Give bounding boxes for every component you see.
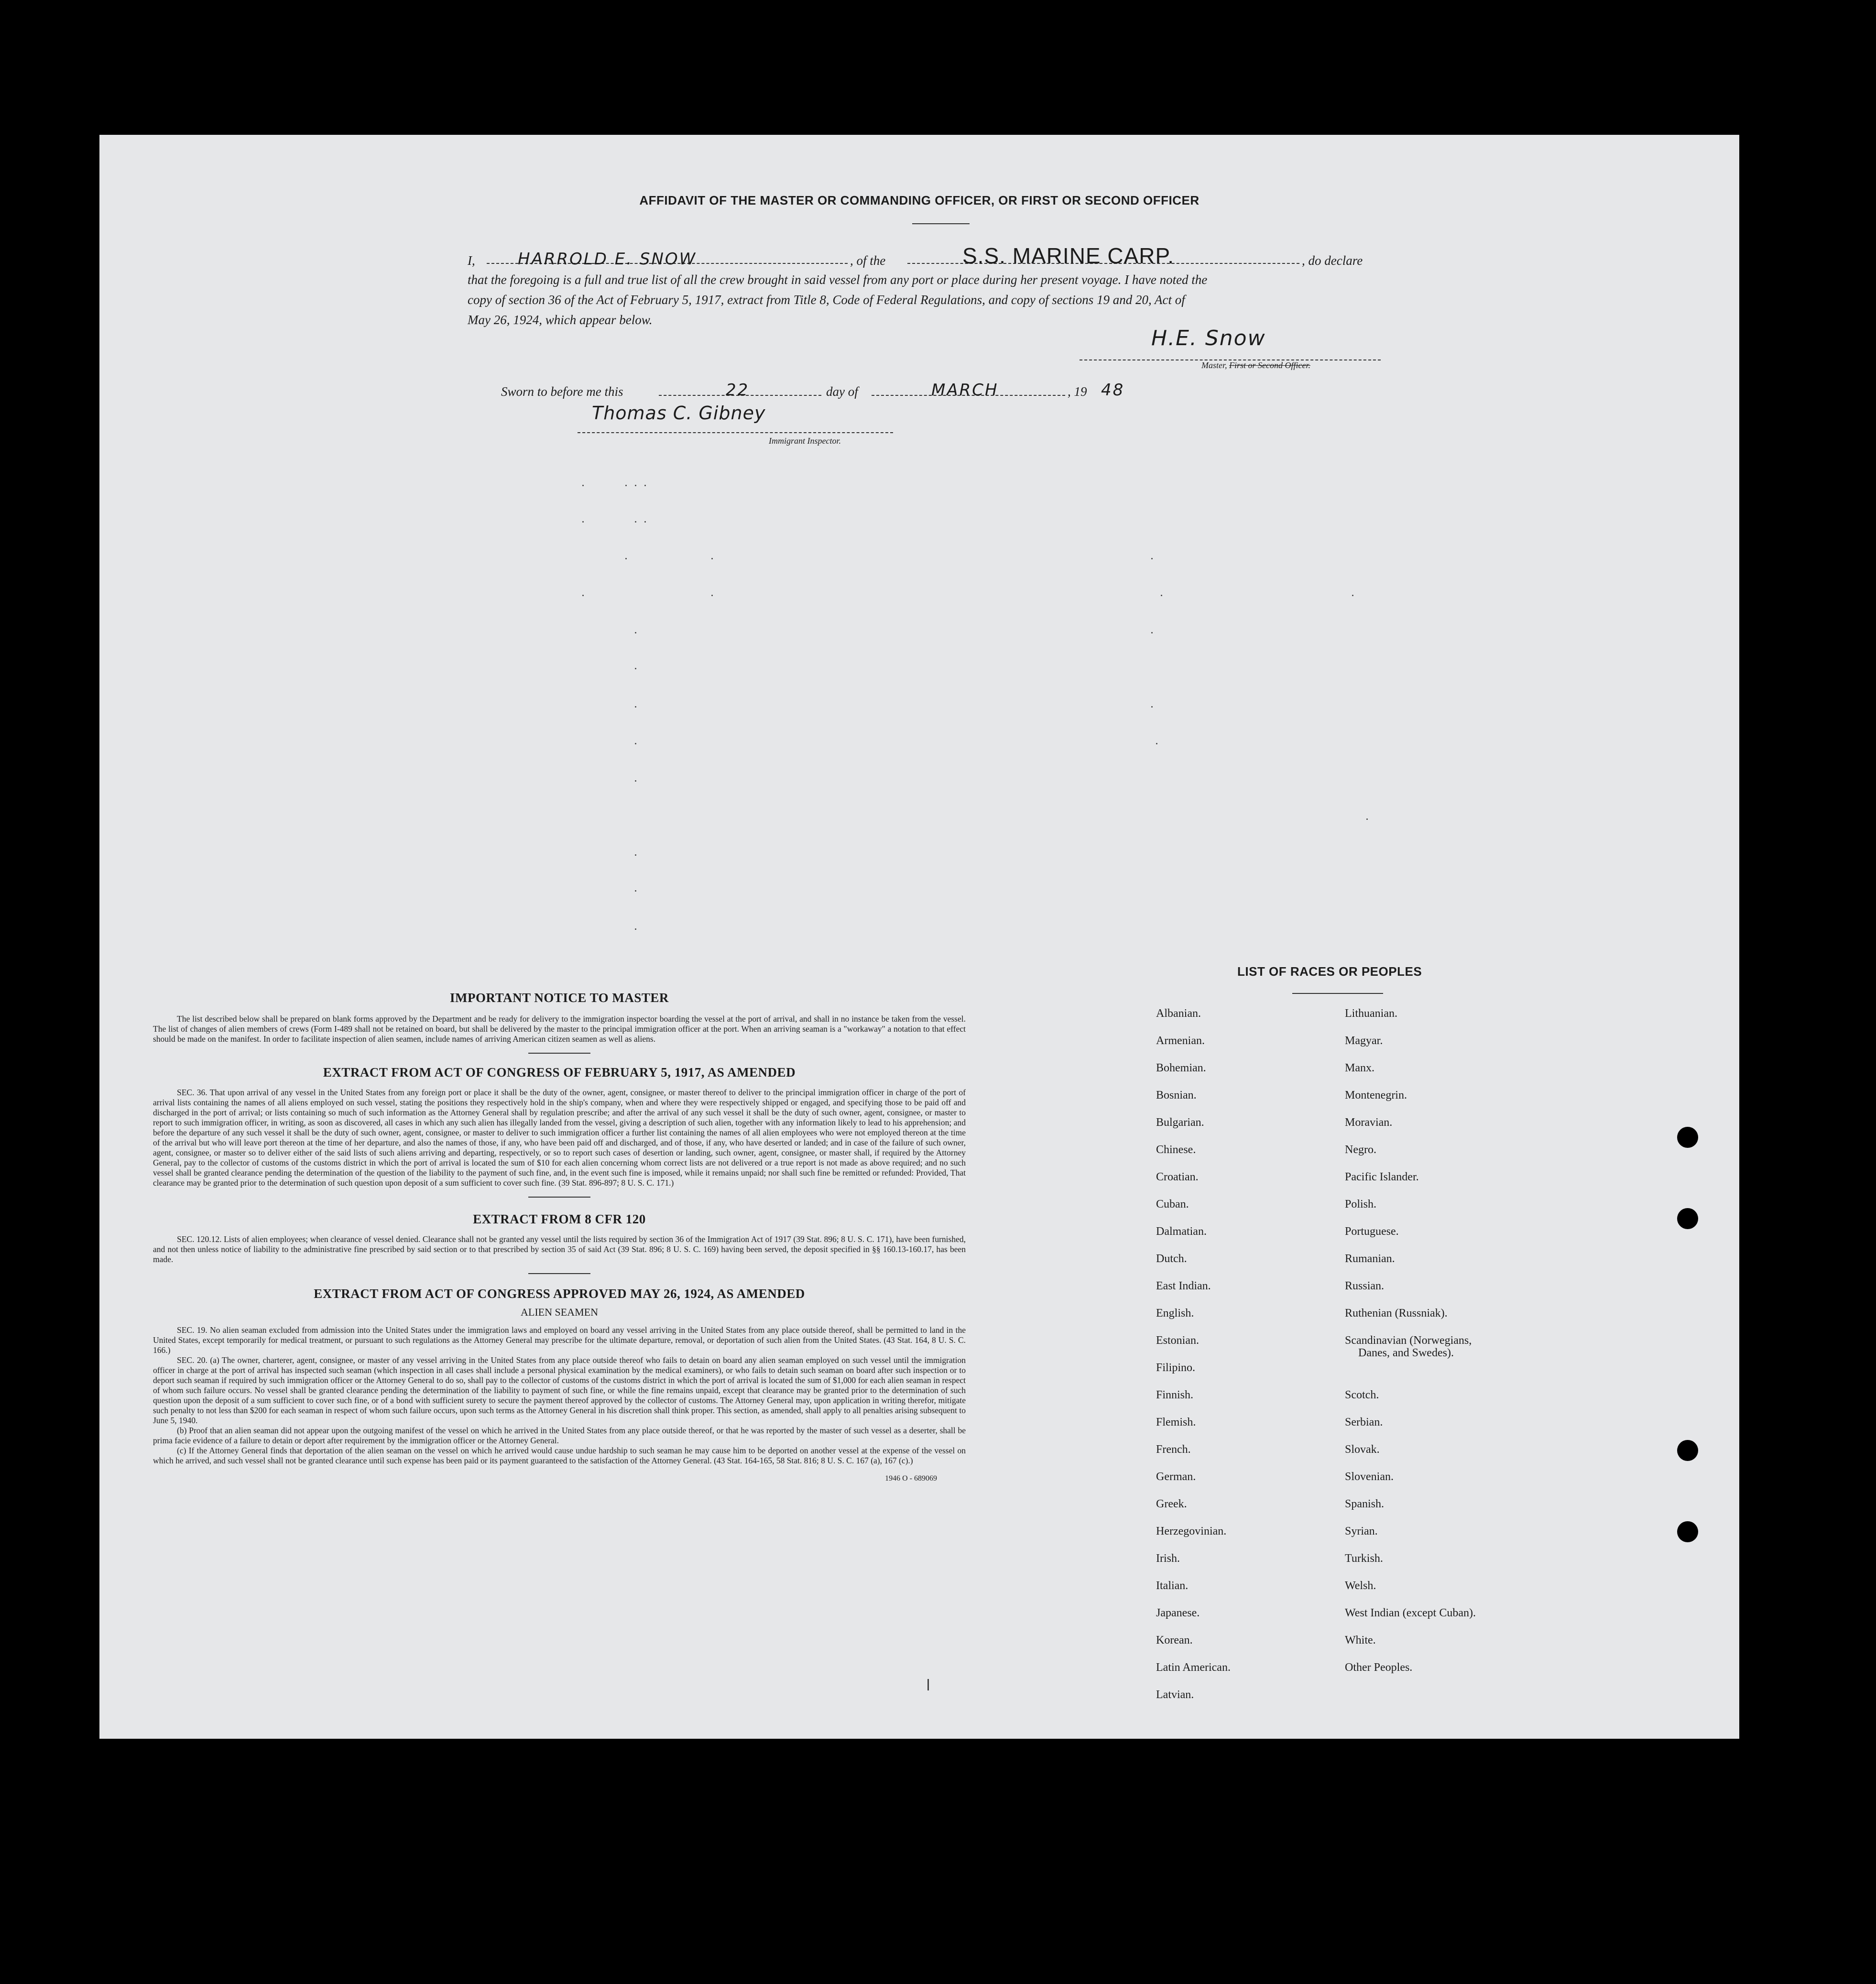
divider [912,223,970,224]
i-label: I, [468,253,475,268]
scan-mark [625,558,627,559]
scan-mark [644,521,646,523]
extract-1924-sec20c: (c) If the Attorney General finds that deportation of the alien seaman on the vessel on which he arrived would cause undue hardship to such seaman he may cause him to be deported on another vessel at the expense of the vessel on which he arrived, and such vessel shall not be granted clearance until such expense has been paid or its payment guaranteed to the satisfaction of the Attorney General. (43 Stat. 164-165, 58 Stat. 816; 8 U. S. C. 167 (a), 167 (c).) [153,1446,966,1465]
scan-mark [582,521,584,523]
sworn-label: Sworn to before me this [501,384,623,399]
race-item: West Indian (except Cuban). [1345,1607,1476,1619]
punch-hole [1677,1440,1698,1461]
scan-mark [1156,743,1157,744]
extract-1924-sec19: SEC. 19. No alien seaman excluded from admission into the United States under the immigration laws and employed on board any vessel arriving in the United States from any place outside thereof, shall be permitted to land in the United States, except temporarily for medical treatment, or pursuant to such regulations as the Attorney General may prescribe for the ultimate departure, removal, or deportation of such alien from the United States. (43 Stat. 164, 8 U. S. C. 166.) [153,1325,966,1355]
race-item: Bohemian. [1156,1062,1206,1074]
scan-mark [635,521,636,523]
race-item: Bulgarian. [1156,1116,1204,1129]
race-item: Magyar. [1345,1035,1383,1047]
print-code: 1946 O - 689069 [885,1474,937,1483]
scan-mark [635,890,636,892]
scan-mark [1161,595,1162,596]
scan-mark [635,706,636,708]
extract-cfr-text: SEC. 120.12. Lists of alien employees; when clearance of vessel denied. Clearance shall not be granted any vessel until the lists required by section 36 of the Immigration Act of 1917 (39 Stat. 896; 8 U. S. C. 171), have been furnished, and not then unless notice of liability to the administrative fine prescribed by said section or to that prescribed by section 35 of said Act (39 Stat. 896; 8 U. S. C. 169) having been served, the deposit specified in §§ 160.13-160.17, has been made. [153,1234,966,1264]
race-item: Lithuanian. [1345,1007,1397,1020]
race-item: Dutch. [1156,1253,1187,1265]
affidavit-body-line: copy of section 36 of the Act of February 5, 1917, extract from Title 8, Code of Federal Regulations, and copy of sections 19 and 20, Act of [468,293,1185,307]
race-item: Slovenian. [1345,1471,1394,1483]
scan-mark [1352,595,1353,596]
master-caption-struck: First or Second Officer. [1229,360,1310,370]
race-item: Cuban. [1156,1198,1189,1210]
race-item: Montenegrin. [1345,1089,1407,1101]
day-of-label: day of [826,384,858,399]
divider [1292,993,1383,994]
race-item: Slovak. [1345,1443,1380,1456]
race-item: White. [1345,1634,1376,1646]
sworn-line [501,379,1266,403]
race-item: Estonian. [1156,1334,1199,1347]
race-item: Filipino. [1156,1362,1196,1374]
affidavit-body-line: that the foregoing is a full and true list of all the crew brought in said vessel from any port or place during her present voyage. I have noted the [468,273,1208,287]
divider [528,1197,590,1198]
inspector-signature: Thomas C. Gibney [592,403,766,424]
race-item: French. [1156,1443,1191,1456]
race-item-scandinavian [1345,1334,1476,1389]
race-item: Latin American. [1156,1661,1231,1674]
race-item: East Indian. [1156,1280,1211,1292]
legal-extracts [153,991,966,1483]
races-column-1 [1156,1007,1231,1716]
master-caption-label: Master, [1201,360,1227,370]
race-item: Scotch. [1345,1389,1379,1401]
race-item: Latvian. [1156,1689,1194,1701]
race-item-line: Danes, and Swedes). [1358,1347,1454,1359]
race-item: Dalmatian. [1156,1225,1207,1238]
scan-mark [1151,706,1153,708]
scan-mark [1151,558,1153,559]
scan-mark [711,558,713,559]
race-item: Portuguese. [1345,1225,1399,1238]
race-item: Spanish. [1345,1498,1385,1510]
races-title: LIST OF RACES OR PEOPLES [1237,964,1422,979]
divider [528,1273,590,1274]
race-item: Pacific Islander. [1345,1171,1419,1183]
of-the-label: , of the [850,253,886,268]
divider [528,1053,590,1054]
races-column-2 [1345,1007,1476,1689]
affidavit-body [468,270,1486,330]
race-item: Italian. [1156,1580,1189,1592]
race-item: Syrian. [1345,1525,1378,1537]
extract-1924-subtitle: ALIEN SEAMEN [521,1306,598,1318]
race-item: Albanian. [1156,1007,1201,1020]
scan-mark [635,743,636,744]
scan-mark [582,485,584,486]
race-item: Rumanian. [1345,1253,1395,1265]
race-item: Irish. [1156,1552,1180,1565]
document-page [99,135,1739,1739]
race-item: Croatian. [1156,1171,1199,1183]
race-item-line: Scandinavian (Norwegians, [1345,1334,1472,1347]
race-item: Manx. [1345,1062,1374,1074]
race-item: Bosnian. [1156,1089,1197,1101]
scan-mark [635,668,636,669]
extract-cfr-title: EXTRACT FROM 8 CFR 120 [473,1212,646,1226]
inspector-caption: Immigrant Inspector. [769,436,841,446]
scan-mark [635,854,636,856]
race-item: Serbian. [1345,1416,1383,1428]
master-caption [1201,360,1310,371]
scan-mark [625,485,627,486]
race-item: Japanese. [1156,1607,1200,1619]
race-item: Moravian. [1345,1116,1393,1129]
year-prefix: , 19 [1068,384,1087,399]
scan-mark [1366,818,1368,820]
punch-hole [1677,1208,1698,1229]
punch-hole [1677,1521,1698,1542]
race-item: Greek. [1156,1498,1187,1510]
vessel-name-field: S.S. MARINE CARP. [962,243,1175,268]
race-item: Chinese. [1156,1144,1196,1156]
extract-1924-title: EXTRACT FROM ACT OF CONGRESS APPROVED MAY 26, 1924, AS AMENDED [314,1286,805,1301]
race-item: Armenian. [1156,1035,1205,1047]
notice-text: The list described below shall be prepared on blank forms approved by the Department and be ready for delivery to the immigration inspector boarding the vessel at the port of arrival, and shall in no instance be taken from the vessel. The list of changes of alien members of crews (Form I-489 shall not be retained on board, but shall be delivered by the master to the principal immigration officer at the port. When an arriving seaman is a "workaway" a notation to that effect should be made on the manifest. In order to facilitate inspection of alien seamen, include names of arriving American citizen seamen as well as aliens. [153,1014,966,1044]
scan-mark [635,632,636,633]
race-item: Flemish. [1156,1416,1196,1428]
extract-1917-text: SEC. 36. That upon arrival of any vessel in the United States from any foreign port or place it shall be the duty of the owner, agent, consignee, or master thereof to deliver to the principal immigration officer in charge of the port of arrival lists containing the names of all aliens employed on such vessel, stating the positions they respectively hold in the ship's company, when and where they were respectively shipped or engaged, and specifying those to be paid off and discharged in the port of arrival; or lists containing so much of such information as the Attorney General shall by regulation prescribe; and after the arrival of any such vessel it shall be the duty of such owner, agent, consignee, or master to report to such immigration officer, in writing, as soon as discovered, all cases in which any such alien has illegally landed from the vessel, giving a description of such alien, together with any information likely to lead to his apprehension; and before the departure of any such vessel it shall be the duty of such owner, agent, consignee, or master to deliver to such immigration officer a further list containing the names of all alien employees who were not employed thereon at the time of the arrival but who will leave port thereon at the time of her departure, and also the names of those, if any, who have been paid off and discharged, and of those, if any, who have deserted or landed; and in case of the failure of such owner, agent, consignee, or master so to deliver either of the said lists of such aliens arriving and departing, respectively, or so to report such cases of desertion or landing, such owner, agent, consignee, or master shall, if required by the Attorney General, pay to the collector of customs of the customs district in which the port of arrival is located the sum of $10 for each alien concerning whom correct lists are not delivered or a true report is not made as above required; and no such vessel shall be granted clearance pending the determination of the question of the liability to the payment of such fine, and, in the event such fine is imposed, while it remains unpaid; nor shall such fine be remitted or refunded: Provided, That clearance may be granted prior to the determination of such question upon deposit of a sum sufficient to cover such fine. (39 Stat. 896-897; 8 U. S. C. 171.) [153,1088,966,1188]
punch-hole [1677,1127,1698,1148]
master-signature: H.E. Snow [1151,326,1266,350]
scan-mark [1151,632,1153,633]
scan-mark [711,595,713,596]
race-item: Herzegovinian. [1156,1525,1227,1537]
inspector-signature-line [578,432,893,433]
scan-mark [927,1679,929,1690]
sworn-year-field: 48 [1101,381,1125,400]
race-item: Polish. [1345,1198,1377,1210]
extract-1924-sec20b: (b) Proof that an alien seaman did not appear upon the outgoing manifest of the vessel on which he arrived in the United States from any place outside thereof, or that he was reported by the master of such vessel as a deserter, shall be prima facie evidence of a failure to detain or deport after requirement by the immigration officer or the Attorney General. [153,1426,966,1445]
sworn-month-field: MARCH [931,381,999,400]
race-item: Ruthenian (Russniak). [1345,1307,1448,1319]
race-item: Other Peoples. [1345,1661,1413,1674]
race-item: Turkish. [1345,1552,1383,1565]
affidavit-title: AFFIDAVIT OF THE MASTER OR COMMANDING OFFICER, OR FIRST OR SECOND OFFICER [639,193,1200,207]
scan-mark [582,595,584,596]
race-item: Negro. [1345,1144,1376,1156]
race-item: Russian. [1345,1280,1385,1292]
extract-1924-sec20a: SEC. 20. (a) The owner, charterer, agent, consignee, or master of any vessel arriving in the United States from any place outside thereof who fails to detain on board any alien seaman employed on such vessel until the immigration officer in charge at the port of arrival has inspected such seaman (which inspection in all cases shall include a personal physical examination by the medical examiners), or who fails to detain such seaman on board after such inspection or to deport such seaman if required by such immigration officer or the Attorney General to do so, shall pay to the collector of customs of the customs district in which the port of arrival is located the sum of $1,000 for each alien seaman in respect of whom such failure occurs. No vessel shall be granted clearance pending the determination of the liability to payment of such fine, or while the fine remains unpaid, except that clearance may be granted prior to the determination of such question upon the deposit of a sum sufficient to cover such fine, or of a bond with sufficient surety to secure the payment thereof approved by the collector of customs. The Attorney General may, upon application in writing therefor, mitigate such penalty to not less than $200 for each seaman in respect of whom such failure occurs, upon such terms as the Attorney General in his discretion shall think proper. This section, as amended, shall apply to all penalties arising subsequent to June 5, 1940. [153,1355,966,1425]
scan-mark [644,485,646,486]
sworn-day-field: 22 [726,381,750,400]
scan-mark [635,928,636,930]
race-item: English. [1156,1307,1194,1319]
master-name-field: HARROLD E. SNOW [518,250,697,269]
race-item: Finnish. [1156,1389,1194,1401]
declare-label: , do declare [1302,253,1363,268]
scan-mark [635,485,636,486]
race-item: Welsh. [1345,1580,1376,1592]
race-item: Korean. [1156,1634,1193,1646]
extract-1917-title: EXTRACT FROM ACT OF CONGRESS OF FEBRUARY 5, 1917, AS AMENDED [323,1065,796,1079]
race-item: German. [1156,1471,1196,1483]
notice-title: IMPORTANT NOTICE TO MASTER [450,991,669,1005]
scan-mark [635,780,636,782]
affidavit-body-line: May 26, 1924, which appear below. [468,313,653,327]
